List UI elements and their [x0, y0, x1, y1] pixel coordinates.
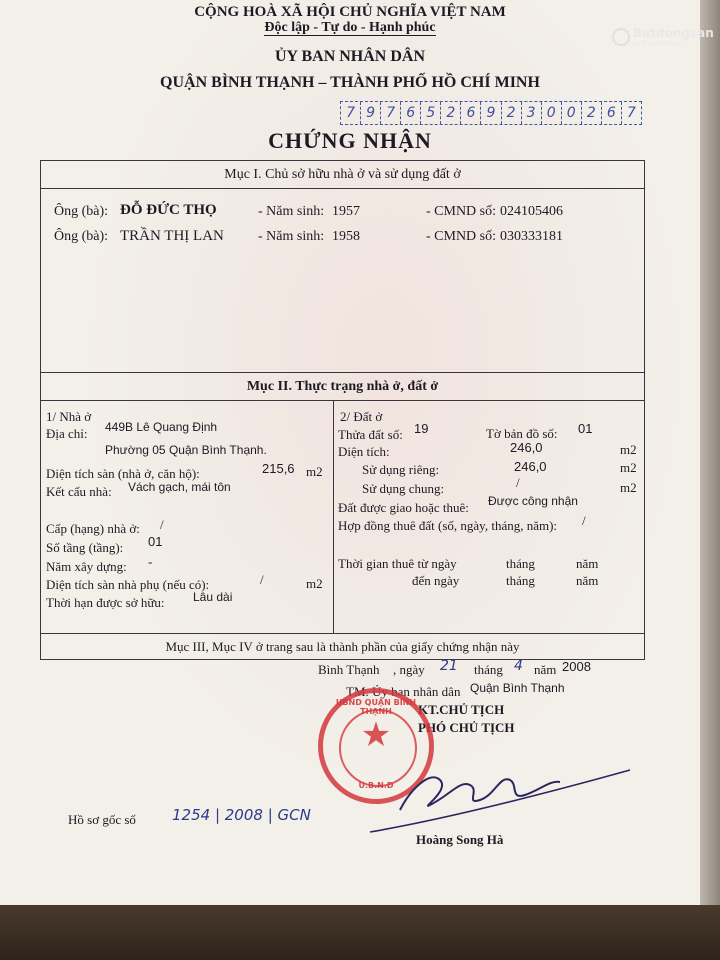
dossier-value: 1254 | 2008 | GCN	[172, 806, 311, 824]
period-from-year-label: năm	[576, 556, 599, 571]
aux-area-label: Diện tích sàn nhà phụ (nếu có):	[46, 577, 210, 592]
month-label: tháng	[474, 662, 503, 677]
serial-digit: 6	[602, 102, 622, 124]
serial-digit: 6	[401, 102, 421, 124]
owner2-id: 030333181	[500, 229, 563, 244]
day-label: , ngày	[393, 662, 425, 677]
aux-area-unit: m2	[306, 576, 323, 591]
on-behalf-district: Quận Bình Thạnh	[470, 681, 565, 695]
owner2-name: TRẦN THỊ LAN	[120, 228, 224, 244]
address-line1: 449B Lê Quang Định	[105, 420, 218, 434]
owner2-prefix: Ông (bà):	[54, 229, 109, 244]
private-use-label: Sử dụng riêng:	[362, 462, 440, 477]
contract-label: Hợp đồng thuê đất (số, ngày, tháng, năm):	[338, 518, 558, 533]
certificate-title: CHỨNG NHẬN	[268, 128, 432, 153]
dossier-label: Hồ sơ gốc số	[68, 812, 136, 827]
land-heading: 2/ Đất ở	[340, 409, 383, 424]
column-divider	[333, 400, 334, 633]
serial-digit: 9	[481, 102, 501, 124]
private-use-value: 246,0	[514, 459, 547, 474]
term-value: Lâu dài	[193, 590, 233, 604]
land-area-unit: m2	[620, 442, 637, 457]
address-line2: Phường 05 Quận Bình Thạnh.	[105, 443, 267, 457]
owner2-birth-label: - Năm sinh:	[258, 229, 325, 244]
owner2-id-label: - CMND số:	[426, 229, 497, 244]
serial-digit: 3	[522, 102, 542, 124]
period-to-label: đến ngày	[412, 573, 460, 588]
owner1-id: 024105406	[500, 204, 563, 219]
motto-text: Độc lập - Tự do - Hạnh phúc	[264, 20, 436, 35]
parcel-label: Thửa đất số:	[338, 427, 403, 442]
footer-note: Mục III, Mục IV ở trang sau là thành phần của giấy chứng nhận này	[165, 639, 520, 654]
shared-use-value: /	[516, 475, 520, 490]
serial-number-boxes	[340, 101, 642, 125]
signature-mark	[360, 760, 640, 840]
serial-digit: 2	[441, 102, 461, 124]
floor-area-value: 215,6	[262, 461, 295, 476]
period-from-month-label: tháng	[506, 556, 535, 571]
contract-value: /	[582, 513, 586, 528]
seal-star-icon: ★	[360, 717, 392, 754]
private-use-unit: m2	[620, 460, 637, 475]
owner2-birth: 1958	[332, 229, 360, 244]
serial-digit: 5	[421, 102, 441, 124]
floor-area-unit: m2	[306, 464, 323, 479]
structure-label: Kết cấu nhà:	[46, 484, 112, 499]
lease-label: Đất được giao hoặc thuê:	[338, 500, 469, 515]
grade-value: /	[160, 517, 164, 532]
serial-digit: 6	[461, 102, 481, 124]
map-label: Tờ bản đồ số:	[486, 426, 558, 441]
house-heading: 1/ Nhà ở	[46, 409, 92, 424]
role-line1: KT.CHỦ TỊCH	[418, 702, 505, 717]
month-value: 4	[514, 658, 523, 674]
floor-area-label: Diện tích sàn (nhà ở, căn hộ):	[46, 466, 200, 481]
land-area-value: 246,0	[510, 440, 543, 455]
period-from-label: Thời gian thuê từ ngày	[338, 556, 457, 571]
serial-digit: 0	[562, 102, 582, 124]
address-label: Địa chỉ:	[46, 426, 88, 441]
page-edge	[700, 0, 720, 905]
watermark-name: Batdongsan	[633, 26, 714, 40]
owner1-birth: 1957	[332, 204, 360, 219]
seal-ring-text: UBND QUẬN BÌNH THẠNH	[335, 698, 417, 716]
sign-place: Bình Thạnh	[318, 662, 380, 677]
committee-title: ỦY BAN NHÂN DÂN	[274, 48, 426, 65]
serial-digit: 2	[582, 102, 602, 124]
on-behalf-label: TM. Ủy ban nhân dân	[346, 684, 461, 699]
section1-title: Mục I. Chủ sở hữu nhà ở và sử dụng đất ở	[224, 167, 461, 182]
serial-digit: 7	[381, 102, 401, 124]
term-label: Thời hạn được sở hữu:	[46, 595, 165, 610]
serial-digit: 9	[361, 102, 381, 124]
serial-digit: 7	[341, 102, 361, 124]
divider	[40, 188, 645, 189]
lease-value: Được công nhận	[488, 494, 578, 508]
floors-label: Số tầng (tầng):	[46, 540, 124, 555]
serial-digit: 7	[626, 105, 636, 121]
owner1-prefix: Ông (bà):	[54, 204, 109, 219]
role-line2: PHÓ CHỦ TỊCH	[418, 720, 515, 735]
owner1-id-label: - CMND số:	[426, 204, 497, 219]
period-to-year-label: năm	[576, 573, 599, 588]
land-area-label: Diện tích:	[338, 444, 390, 459]
grade-label: Cấp (hạng) nhà ở:	[46, 521, 140, 536]
year-value: 2008	[562, 659, 591, 674]
year-label: năm	[534, 662, 557, 677]
divider	[40, 633, 645, 634]
signer-name: Hoàng Song Hà	[416, 832, 504, 847]
shared-use-label: Sử dụng chung:	[362, 481, 445, 496]
watermark-sub: by PropertyGuru	[633, 40, 683, 47]
serial-digit: 0	[542, 102, 562, 124]
aux-area-value: /	[260, 572, 264, 587]
built-year-label: Năm xây dựng:	[46, 559, 127, 574]
divider	[40, 372, 645, 373]
structure-value: Vách gạch, mái tôn	[128, 480, 231, 494]
shared-use-unit: m2	[620, 480, 637, 495]
owner1-birth-label: - Năm sinh:	[258, 204, 325, 219]
section2-title: Mục II. Thực trạng nhà ở, đất ở	[246, 379, 439, 394]
period-to-month-label: tháng	[506, 573, 535, 588]
floors-value: 01	[148, 534, 163, 549]
seal-bottom-text: U.B.N.D	[358, 781, 394, 790]
district-title: QUẬN BÌNH THẠNH – THÀNH PHỐ HỒ CHÍ MINH	[160, 74, 540, 91]
owner1-name: ĐỖ ĐỨC THỌ	[120, 202, 217, 218]
built-year-value: -	[148, 554, 153, 569]
serial-digit: 2	[502, 102, 522, 124]
motto	[0, 20, 700, 36]
divider	[40, 400, 645, 401]
parcel-value: 19	[414, 421, 429, 436]
map-value: 01	[578, 421, 593, 436]
background-surface	[0, 905, 720, 960]
national-title: CỘNG HOÀ XÃ HỘI CHỦ NGHĨA VIỆT NAM	[194, 4, 506, 20]
day-value: 21	[440, 658, 458, 674]
